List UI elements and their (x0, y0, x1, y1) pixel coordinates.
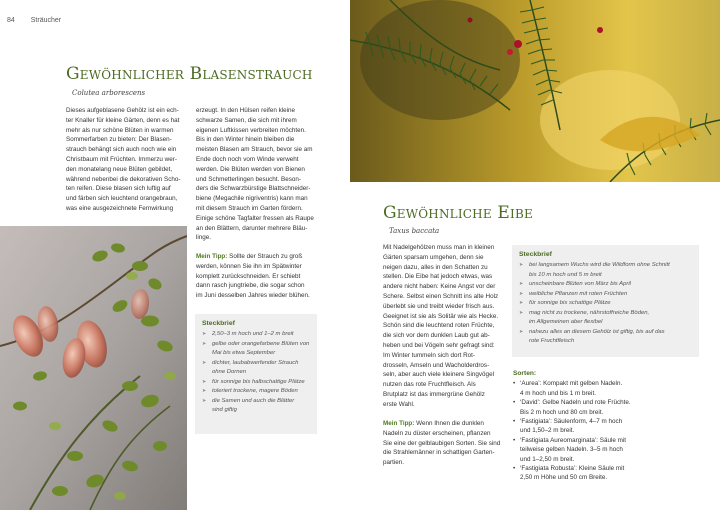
body-line: Schön sind die leuchtend roten Früchte, (383, 322, 495, 330)
right-text (383, 243, 507, 410)
sorten-item-cont: 2,50 m Höhe und 50 cm Breite. (520, 474, 608, 482)
body-line: Einige schöne Tagfalter fressen als Raupe (196, 214, 314, 222)
body-line: die sich vor dem dunklen Laub gut ab- (383, 332, 490, 340)
body-line: während nebenbei die dekorativen Scho- (66, 175, 181, 183)
left-latin-name: Colutea arborescens (72, 89, 146, 97)
body-line: drosseln, Amseln und Wacholderdros- (383, 361, 490, 369)
sorten-item-cont: 4 m hoch und bis 1 m breit. (520, 389, 596, 397)
steckbrief-item: ➤ dichter, laubabwerfender Strauch (202, 359, 310, 369)
page-header (7, 17, 61, 24)
sorten-list (513, 369, 693, 483)
steckbrief-item: ➤ nahezu alles an diesem Gehölz ist giftig, bis auf das (519, 328, 692, 338)
steckbrief-title: Steckbrief (202, 320, 235, 327)
body-line: ter Knaller für kleine Gärten, denn es hat (66, 116, 180, 124)
steckbrief-item: ➤ für sonnige bis halbschattige Plätze (202, 378, 310, 388)
body-line: mehr als nur schöne Blüten in warmen (66, 126, 174, 134)
right-steckbrief-box (512, 245, 699, 357)
body-line: werden. Die Blüten werden von Bienen (196, 165, 305, 173)
left-text-col1 (66, 106, 190, 214)
steckbrief-item-cont: im Allgemeinen aber flexibel (529, 319, 603, 325)
body-line: andere nicht haben: Keine Angst vor der (383, 283, 496, 291)
right-title: Gewöhnliche Eibe (383, 203, 533, 223)
steckbrief-item: ➤ toleriert trockene, magere Böden (202, 387, 310, 397)
body-line: überlebt sie und treibt wieder frisch aus. (383, 302, 495, 310)
tip-line: Sie eine der gelblaubigen Sorten. Sie sind (383, 439, 501, 447)
body-line: Mit Nadelgehölzen muss man in kleinen (383, 244, 495, 251)
steckbrief-item: ➤ 2,50–3 m hoch und 1–2 m breit (202, 330, 310, 340)
tip-label: Mein Tipp: (383, 420, 415, 427)
body-line: strauch behängt sich auch noch wie ein (66, 146, 177, 154)
body-line: seln, aber auch viele kleinere Singvögel (383, 371, 494, 379)
right-latin-name: Taxus baccata (389, 227, 440, 235)
steckbrief-item-cont: sind giftig (212, 407, 237, 413)
sorten-title: Sorten: (513, 370, 537, 377)
right-tip (383, 419, 507, 468)
body-line: eigenen Luftkissen verbreiten möchten. (196, 126, 306, 134)
sorten-item-cont: teilweise gelben Nadeln. 3–5 m hoch (520, 446, 623, 454)
body-line: ten reifen. Diese blasen sich luftig auf (66, 185, 171, 193)
body-line: schwarze Samen, die sich mit ihrem (196, 116, 297, 124)
body-line: und färben sich leuchtend orangebraun, (66, 195, 178, 203)
body-line: Gärten sparsam umgehen, denn sie (383, 253, 484, 261)
body-line: Im Winter tummeln sich dort Rot- (383, 351, 476, 359)
body-line: mit diesem Strauch im Garten fördern. (196, 204, 303, 212)
body-line: stellen. Die Eibe hat jedoch etwas, was (383, 273, 493, 281)
sorten-item: • ‘Aurea’: Kompakt mit gelben Nadeln. (513, 379, 693, 388)
left-steckbrief-box (195, 314, 317, 434)
body-line: ders die Schwarzbürstige Blattschneider- (196, 185, 311, 193)
body-line: nutzen das rote Fruchtfleisch. Als (383, 381, 476, 389)
body-line: neigen dazu, alles in den Schatten zu (383, 263, 488, 271)
tip-line: die Strahlemänner in schattigen Garten- (383, 449, 495, 457)
steckbrief-item: ➤ bei langsamem Wuchs wird die Wildform ohne Schnitt (519, 261, 692, 271)
left-text-col2 (196, 106, 320, 243)
steckbrief-item-cont: ohne Dornen (212, 369, 247, 375)
eibe-photo (350, 0, 720, 182)
steckbrief-item: ➤ die Samen und auch die Blätter (202, 397, 310, 407)
body-line: Sommerfarben zu bieten: Der Blasen- (66, 136, 172, 144)
steckbrief-item-cont: bis 10 m hoch und 5 m breit (529, 271, 602, 278)
sorten-item-cont: und 1–2,50 m breit. (520, 455, 575, 463)
body-line: Geeignet ist sie als Solitär wie als Hecke. (383, 312, 499, 320)
tip-line: Wenn Ihnen die dunklen (414, 420, 484, 427)
body-line: linge. (196, 234, 212, 242)
sorten-item: • ‘David’: Gelbe Nadeln und rote Früchte. (513, 398, 693, 407)
body-line: Ende doch noch vom Winde verweht (196, 155, 299, 163)
steckbrief-item: ➤ für sonnige bis schattige Plätze (519, 299, 692, 309)
body-line: den monatelang neue Blüten gebildet, (66, 165, 173, 173)
body-line: Schere. Selbst einen Schnitt ins alte Holz (383, 292, 499, 300)
tip-line: im Juni desselben Jahres wieder blühen. (196, 292, 310, 300)
tip-line: werden, können Sie ihn im Spätwinter (196, 262, 302, 270)
body-line: erzeugt. In den Hülsen reifen kleine (196, 107, 296, 114)
tip-line: Nadeln zu düster erscheinen, pflanzen (383, 429, 491, 437)
tip-line: komplett zurückschneiden. Er schiebt (196, 272, 301, 280)
blasenstrauch-photo (0, 226, 187, 510)
tip-line: partien. (383, 459, 405, 467)
sorten-item: • ‘Fastigiata Robusta’: Kleine Säule mit (513, 464, 693, 473)
tip-label: Mein Tipp: (196, 253, 228, 260)
steckbrief-item: ➤ gelbe oder orangefarbene Blüten von (202, 340, 310, 350)
body-line: erste Wahl. (383, 400, 415, 408)
body-line: an den Blättern, darunter mehrere Bläu- (196, 224, 308, 232)
steckbrief-item-cont: Mai bis etwa September (212, 350, 276, 356)
body-line: heben und bei Vögeln sehr gefragt sind: (383, 341, 495, 349)
body-line: Bis in den Winter hinein bleiben die (196, 136, 295, 144)
body-line: Brutplatz ist das immergrüne Gehölz (383, 390, 485, 398)
body-line: meisten Blasen am Strauch, bevor sie am (196, 146, 313, 154)
left-tip (196, 252, 320, 301)
sorten-item-cont: und 1,50–2 m breit. (520, 427, 575, 435)
steckbrief-item: ➤ mag nicht zu trockene, nährstoffreiche Böden, (519, 309, 692, 319)
sorten-item: • ‘Fastigiata’: Säulenform, 4–7 m hoch (513, 417, 693, 426)
steckbrief-item: ➤ unscheinbare Blüten von März bis April (519, 280, 692, 290)
body-line: was eine ausgezeichnete Fernwirkung (66, 204, 174, 212)
tip-line: dann rasch jungtriebe, die sogar schon (196, 282, 305, 290)
body-line: biene (Megachile nigriventris) kann man (196, 195, 308, 203)
body-line: und Schmetterlingen besucht. Beson- (196, 175, 302, 183)
steckbrief-title: Steckbrief (519, 251, 552, 258)
left-title: Gewöhnlicher Blasenstrauch (66, 64, 313, 84)
sorten-item-cont: Bis 2 m hoch und 80 cm breit. (520, 408, 604, 416)
body-line: Dieses aufgeblasene Gehölz ist ein ech- (66, 107, 179, 114)
steckbrief-item-cont: rote Fruchtfleisch (529, 338, 575, 344)
body-line: Christbaum mit Früchten. Immerzu wer- (66, 155, 177, 163)
page-number: 84 (7, 17, 15, 24)
sorten-item: • ‘Fastigiata Aureomarginata’: Säule mit (513, 436, 693, 445)
tip-line: Sollte der Strauch zu groß (227, 253, 303, 260)
steckbrief-item: ➤ weibliche Pflanzen mit roten Früchten (519, 290, 692, 300)
section-name: Sträucher (30, 17, 62, 24)
